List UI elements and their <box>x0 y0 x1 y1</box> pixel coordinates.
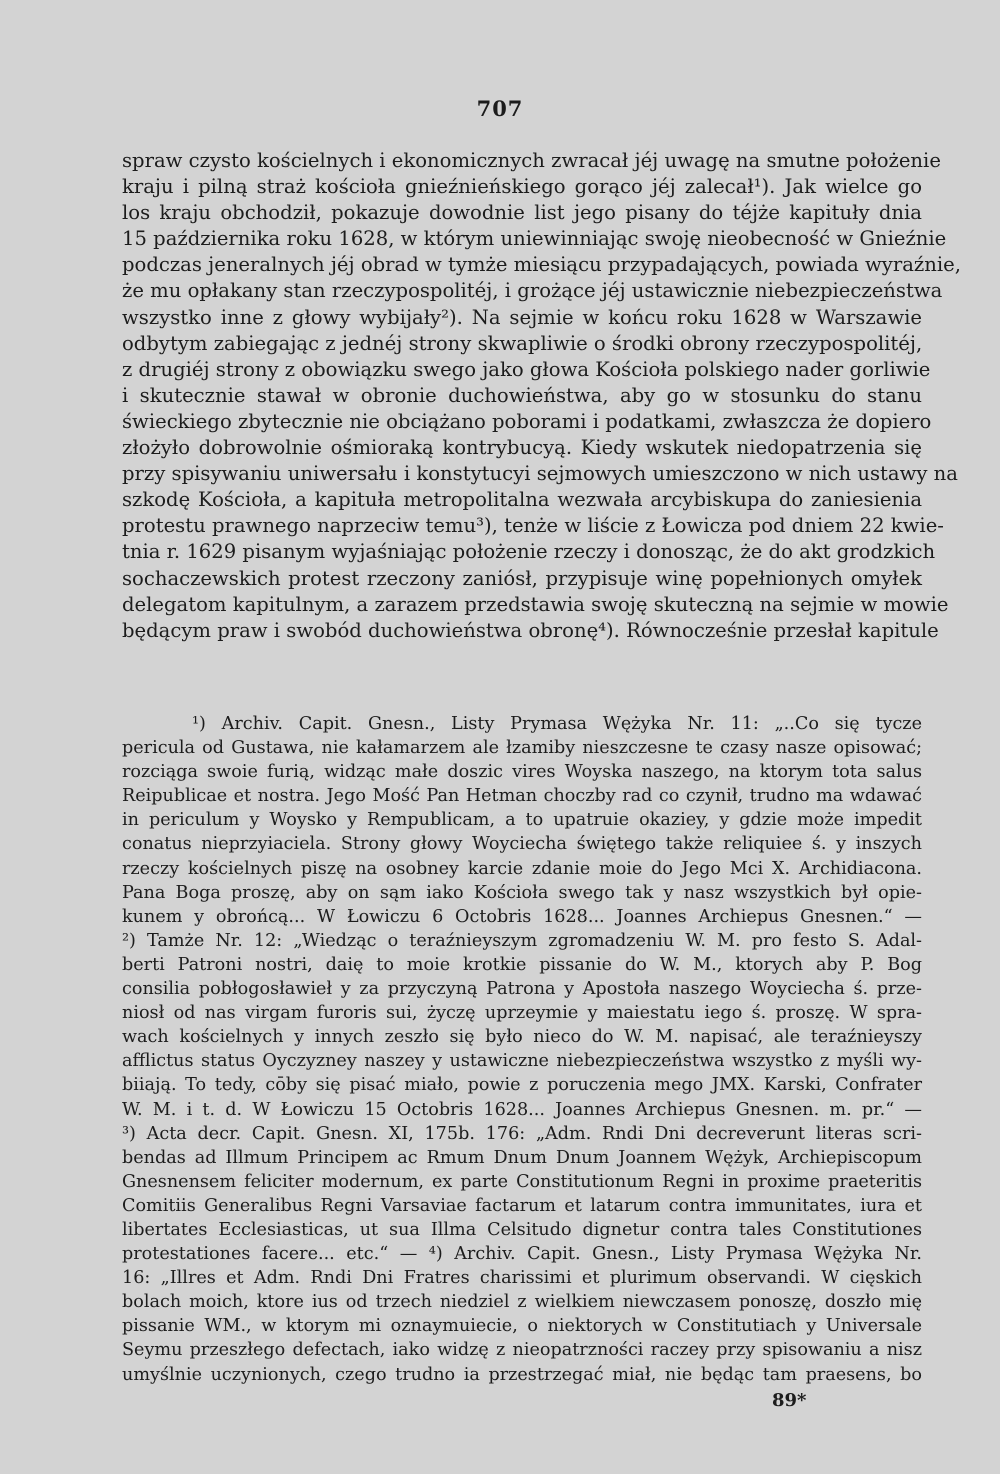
footnote-line: W. M. i t. d. W Łowiczu 15 Octobris 1628... Joannes Archiepus Gnesnen. m. pr.“ — <box>122 1099 922 1120</box>
footnotes <box>122 712 922 1387</box>
footnote-line: pissanie WM., w ktorym mi oznaymuiecie, o niektorych w Constitutiach y Universale <box>122 1316 922 1337</box>
footnote-line: protestationes facere... etc.“ — ⁴) Archiv. Capit. Gnesn., Listy Prymasa Wężyka Nr. <box>122 1244 922 1265</box>
footnote-line: Comitiis Generalibus Regni Varsaviae factarum et latarum contra immunitates, iura et <box>122 1195 922 1216</box>
footnote-line: bendas ad Illmum Principem ac Rmum Dnum Dnum Joannem Wężyk, Archiepiscopum <box>122 1147 922 1168</box>
text-line: spraw czysto kościelnych i ekonomicznych zwracał jéj uwagę na smutne położenie <box>122 149 941 172</box>
footnote-line: ³) Acta decr. Capit. Gnesn. XI, 175b. 176: „Adm. Rndi Dni decreverunt literas scri- <box>122 1123 922 1144</box>
footnote-line: consilia pobłogosławieł y za przyczyną Patrona y Apostoła naszego Woyciecha ś. prze- <box>122 979 922 1000</box>
footnote-line: afflictus status Oyczyzney naszey y ustawiczne niebezpieczeństwa wszystko z myśli wy- <box>122 1051 922 1072</box>
text-line: że mu opłakany stan rzeczypospolitéj, i grożące jéj ustawicznie niebezpieczeństwa <box>122 279 943 303</box>
text-line: i skutecznie stawał w obronie duchowieństwa, aby go w stosunku do stanu <box>122 383 922 407</box>
text-line: 15 października roku 1628, w którym uniewinniając swoję nieobecność w Gnieźnie <box>122 227 947 251</box>
footnote-line: Reipublicae et nostra. Jego Mość Pan Hetman choczby rad co czynił, trudno ma wdawać <box>122 786 922 807</box>
footnote-line: Seymu przeszłego defectach, iako widzę z nieopatrzności raczey przy spisowaniu a nisz <box>122 1340 922 1361</box>
text-line: przy spisywaniu uniwersału i konstytucyi sejmowych umieszczono w nich ustawy na <box>122 462 958 486</box>
footnote-line: biiają. To tedy, cōby się pisać miało, powie z poruczenia mego JMX. Karski, Confrater <box>122 1075 922 1096</box>
footnote-line: bolach moich, ktore ius od trzech niedziel z wielkiem niewczasem ponoszę, doszło mię <box>122 1292 922 1313</box>
footnote-line: conatus nieprzyiaciela. Strony głowy Woyciecha świętego także reliquiee ś. y inszych <box>122 834 922 855</box>
footnote-line: 16: „Illres et Adm. Rndi Dni Fratres charissimi et plurimum observandi. W cięskich <box>122 1268 922 1289</box>
footnote-line: berti Patroni nostri, daię to moie krotkie pissanie do W. M., ktorych aby P. Bog <box>122 954 922 975</box>
footnote-line: kunem y obrońcą... W Łowiczu 6 Octobris 1628... Joannes Archiepus Gnesnen.“ — <box>122 906 922 927</box>
footnote-line: rozciąga swoie furią, widząc małe doszic vires Woyska naszego, na ktorym tota salus <box>122 762 922 783</box>
text-line: delegatom kapitulnym, a zarazem przedstawia swoję skuteczną na sejmie w mowie <box>122 592 949 616</box>
text-line: podczas jeneralnych jéj obrad w tymże miesiącu przypadających, powiada wyraźnie, <box>122 253 961 277</box>
text-line: będącym praw i swobód duchowieństwa obronę⁴). Równocześnie przesłał kapitule <box>122 618 939 642</box>
footnote-line: ²) Tamże Nr. 12: „Wiedząc o teraźnieyszym zgromadzeniu W. M. pro festo S. Adal- <box>122 930 922 951</box>
page-number: 707 <box>476 96 524 121</box>
footnote-line: umyślnie uczynionych, czego trudno ia przestrzegać miał, nie będąc tam praesens, bo <box>122 1364 922 1385</box>
text-line: wszystko inne z głowy wybijały²). Na sejmie w końcu roku 1628 w Warszawie <box>122 305 922 329</box>
footnote-line: Pana Boga proszę, aby on sąm iako Kościoła swego tak y nasz wszystkich był opie- <box>122 882 922 903</box>
main-text <box>122 148 961 644</box>
text-line: odbytym zabiegając z jednéj strony skwapliwie o środki obrony rzeczypospolitéj, <box>122 331 923 355</box>
text-line: tnia r. 1629 pisanym wyjaśniając położenie rzeczy i donosząc, że do akt grodzkich <box>122 540 936 564</box>
footnote-line: in periculum y Woysko y Rempublicam, a to upatruie okaziey, y gdzie może impedit <box>122 810 922 831</box>
footnote-line: pericula od Gustawa, nie kałamarzem ale łzamiby nieszczesne te czasy nasze opisować; <box>122 738 922 759</box>
text-line: szkodę Kościoła, a kapituła metropolitalna wezwała arcybiskupa do zaniesienia <box>122 488 922 512</box>
footnote-line: libertates Ecclesiasticas, ut sua Illma Celsitudo dignetur contra tales Constitutiones <box>122 1219 922 1240</box>
text-line: złożyło dobrowolnie ośmioraką kontrybucyą. Kiedy wskutek niedopatrzenia się <box>122 436 922 460</box>
footnote-line: ¹) Archiv. Capit. Gnesn., Listy Prymasa Wężyka Nr. 11: „..Co się tycze <box>192 714 922 734</box>
text-line: kraju i pilną straż kościoła gnieźnieńskiego gorąco jéj zalecał¹). Jak wielce go <box>122 175 922 199</box>
footnote-line: wach kościelnych y innych zeszło się było nieco do W. M. napisać, ale teraźnieyszy <box>122 1027 922 1048</box>
text-line: świeckiego zbytecznie nie obciążano poborami i podatkami, zwłaszcza że dopiero <box>122 409 932 433</box>
footnote-line: rzeczy kościelnych piszę na osobney karcie zdanie moie do Jego Mci X. Archidiacona. <box>122 858 922 879</box>
footnote-line: Gnesnensem feliciter modernum, ex parte Constitutionum Regni in proxime praeteritis <box>122 1171 922 1192</box>
text-line: z drugiéj strony z obowiązku swego jako głowa Kościoła polskiego nader gorliwie <box>122 357 931 381</box>
text-line: sochaczewskich protest rzeczony zaniósł, przypisuje winę popełnionych omyłek <box>122 566 922 590</box>
text-line: protestu prawnego naprzeciw temu³), tenże w liście z Łowicza pod dniem 22 kwie- <box>122 514 944 538</box>
footnote-line: niosł od nas virgam furoris sui, życzę uprzeymie y maiestatu iego ś. proszę. W spra- <box>122 1003 922 1024</box>
text-line: los kraju obchodził, pokazuje dowodnie list jego pisany do téjże kapituły dnia <box>122 201 922 225</box>
printer-signature: 89* <box>772 1390 807 1411</box>
